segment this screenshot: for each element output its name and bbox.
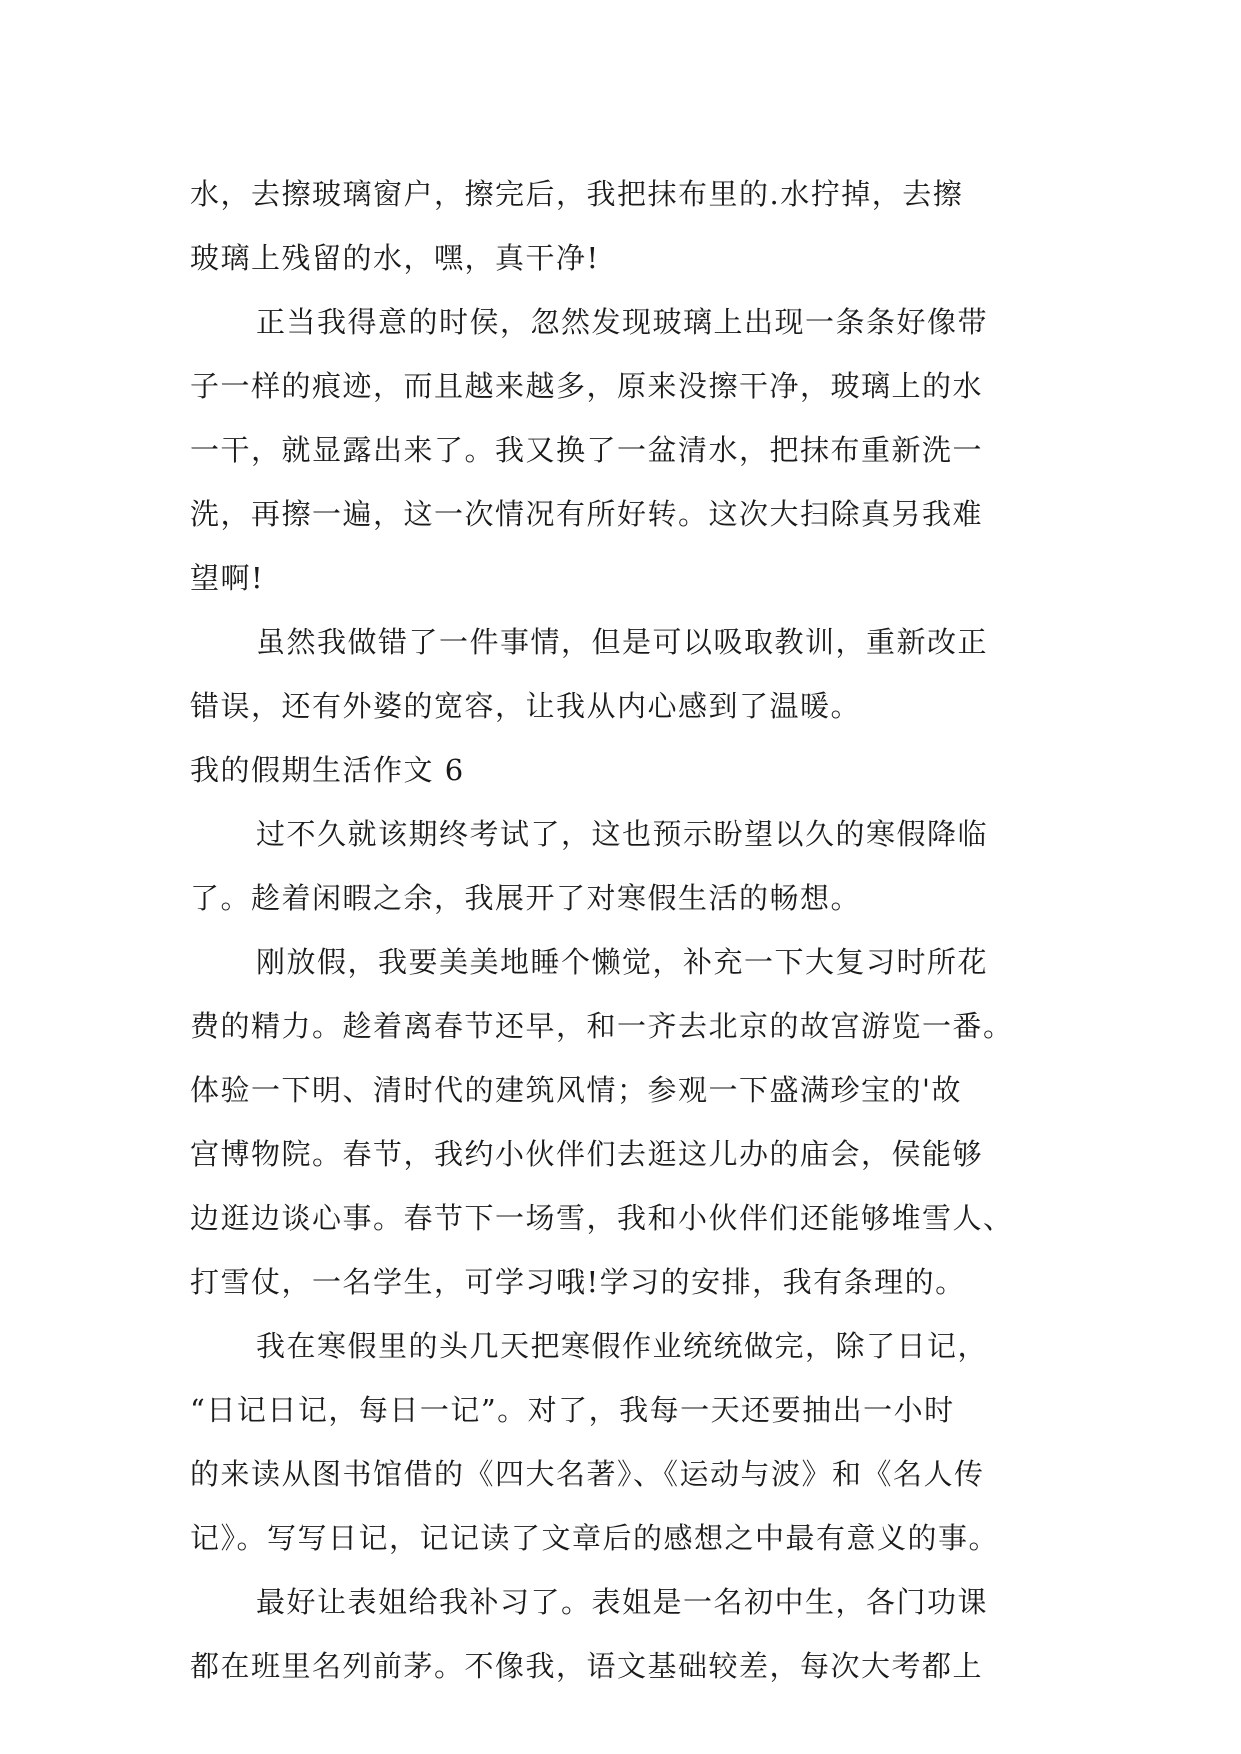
text-line: 的来读从图书馆借的《四大名著》、《运动与波》和《名人传 bbox=[190, 1457, 985, 1491]
text-line: 宫博物院。春节，我约小伙伴们去逛这儿办的庙会，侯能够 bbox=[190, 1137, 984, 1171]
paragraph-start-line: 正当我得意的时侯，忽然发现玻璃上出现一条条好像带 bbox=[256, 305, 989, 339]
paragraph-start-line: 最好让表姐给我补习了。表姐是一名初中生，各门功课 bbox=[256, 1585, 989, 1619]
text-line: “日记日记，每日一记”。对了，我每一天还要抽出一小时 bbox=[190, 1393, 955, 1427]
paragraph-start-line: 我在寒假里的头几天把寒假作业统统做完，除了日记， bbox=[256, 1329, 989, 1363]
text-line: 水，去擦玻璃窗户，擦完后，我把抹布里的.水拧掉，去擦 bbox=[190, 177, 964, 211]
text-line: 洗，再擦一遍，这一次情况有所好转。这次大扫除真另我难 bbox=[190, 497, 984, 531]
text-line: 子一样的痕迹，而且越来越多，原来没擦干净，玻璃上的水 bbox=[190, 369, 984, 403]
paragraph-start-line: 过不久就该期终考试了，这也预示盼望以久的寒假降临 bbox=[256, 817, 989, 851]
paragraph-start-line: 刚放假，我要美美地睡个懒觉，补充一下大复习时所花 bbox=[256, 945, 989, 979]
text-line: 边逛边谈心事。春节下一场雪，我和小伙伴们还能够堆雪人、 bbox=[190, 1201, 1014, 1235]
text-line: 望啊! bbox=[190, 561, 265, 595]
text-line: 费的精力。趁着离春节还早，和一齐去北京的故宫游览一番。 bbox=[190, 1009, 1014, 1043]
document-body bbox=[190, 162, 1050, 1698]
paragraph-start-line: 虽然我做错了一件事情，但是可以吸取教训，重新改正 bbox=[256, 625, 989, 659]
text-line: 一干，就显露出来了。我又换了一盆清水，把抹布重新洗一 bbox=[190, 433, 984, 467]
text-line: 体验一下明、清时代的建筑风情；参观一下盛满珍宝的'故 bbox=[190, 1073, 962, 1107]
text-line: 都在班里名列前茅。不像我，语文基础较差，每次大考都上 bbox=[190, 1649, 984, 1683]
text-line: 玻璃上残留的水，嘿，真干净! bbox=[190, 241, 600, 275]
section-heading: 我的假期生活作文 6 bbox=[190, 753, 465, 787]
text-line: 记》。写写日记，记记读了文章后的感想之中最有意义的事。 bbox=[190, 1521, 1000, 1555]
text-line: 了。趁着闲暇之余，我展开了对寒假生活的畅想。 bbox=[190, 881, 862, 915]
text-line: 错误，还有外婆的宽容，让我从内心感到了温暖。 bbox=[190, 689, 862, 723]
text-line: 打雪仗，一名学生，可学习哦!学习的安排，我有条理的。 bbox=[190, 1265, 966, 1299]
